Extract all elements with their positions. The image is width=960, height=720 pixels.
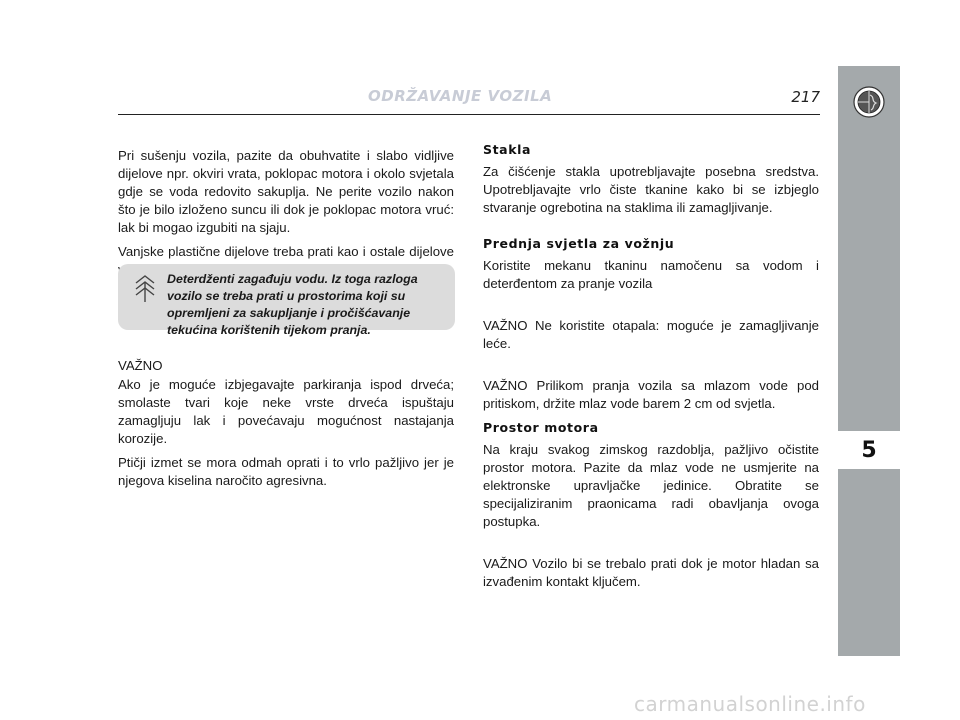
paragraph: Koristite mekanu tkaninu namočenu sa vodom i deterđentom za pranje vozila <box>483 258 819 291</box>
environment-warning-icon <box>131 274 159 304</box>
left-column-important <box>118 357 454 496</box>
chapter-side-tab <box>838 66 900 656</box>
paragraph: Na kraju svakog zimskog razdoblja, pažljivo očistite prostor motora. Pazite da mlaz vode ne usmjerite na elektronske upravljačke jedinice. Obratite se specijaliziranim praonicama radi obavljanja ovoga postupka. <box>483 442 819 529</box>
chapter-number: 5 <box>838 430 900 470</box>
paragraph: Ptičji izmet se mora odmah oprati i to vrlo pažljivo jer je njegova kiselina naročito agresivna. <box>118 455 454 488</box>
paragraph: Pri sušenju vozila, pazite da obuhvatite i slabo vidljive dijelove npr. okviri vrata, poklopac motora i okolo svjetala gdje se voda redovito sakuplja. Ne perite vozilo nakon što je bilo izloženo suncu ili dok je poklopac motora vruć: lak bi mogao izgubiti na sjaju. <box>118 148 454 235</box>
page-number: 217 <box>791 88 820 106</box>
paragraph: Za čišćenje stakla upotrebljavajte posebna sredstva. Upotrebljavajte vrlo čiste tkanine kako bi se izbjeglo stvaranje ogrebotina na staklima ili zamagljivanje. <box>483 164 819 215</box>
header-divider <box>118 114 820 115</box>
section-heading-prostor-motora: Prostor motora <box>483 420 599 435</box>
important-label: VAŽNO <box>118 358 163 373</box>
site-watermark: carmanualsonline.info <box>634 692 866 716</box>
alfa-romeo-logo-icon <box>853 86 885 118</box>
right-column <box>483 141 819 597</box>
paragraph: Ako je moguće izbjegavajte parkiranja ispod drveća; smolaste tvari koje neke vrste drveća ispuštaju zamagljuju lak i povećavaju mogućnost nastajanja korozije. <box>118 377 454 446</box>
paragraph: Vanjske plastične dijelove treba prati kao i ostale dijelove <box>118 244 454 259</box>
paragraph: VAŽNO Vozilo bi se trebalo prati dok je motor hladan sa izvađenim kontakt ključem. <box>483 556 819 589</box>
section-heading-prednja-svjetla: Prednja svjetla za vožnju <box>483 236 675 251</box>
paragraph: VAŽNO Ne koristite otapala: moguće je zamagljivanje leće. <box>483 318 819 351</box>
section-heading-stakla: Stakla <box>483 142 532 157</box>
environment-warning-text: Deterdženti zagađuju vodu. Iz toga razloga vozilo se treba prati u prostorima koji su opremljeni za sakupljanje i pročišćavanje tekućina korištenih tijekom pranja. <box>167 272 418 337</box>
page-header-title: ODRŽAVANJE VOZILA <box>368 87 553 105</box>
paragraph: VAŽNO Prilikom pranja vozila sa mlazom vode pod pritiskom, držite mlaz vode barem 2 cm od svjetla. <box>483 378 819 411</box>
